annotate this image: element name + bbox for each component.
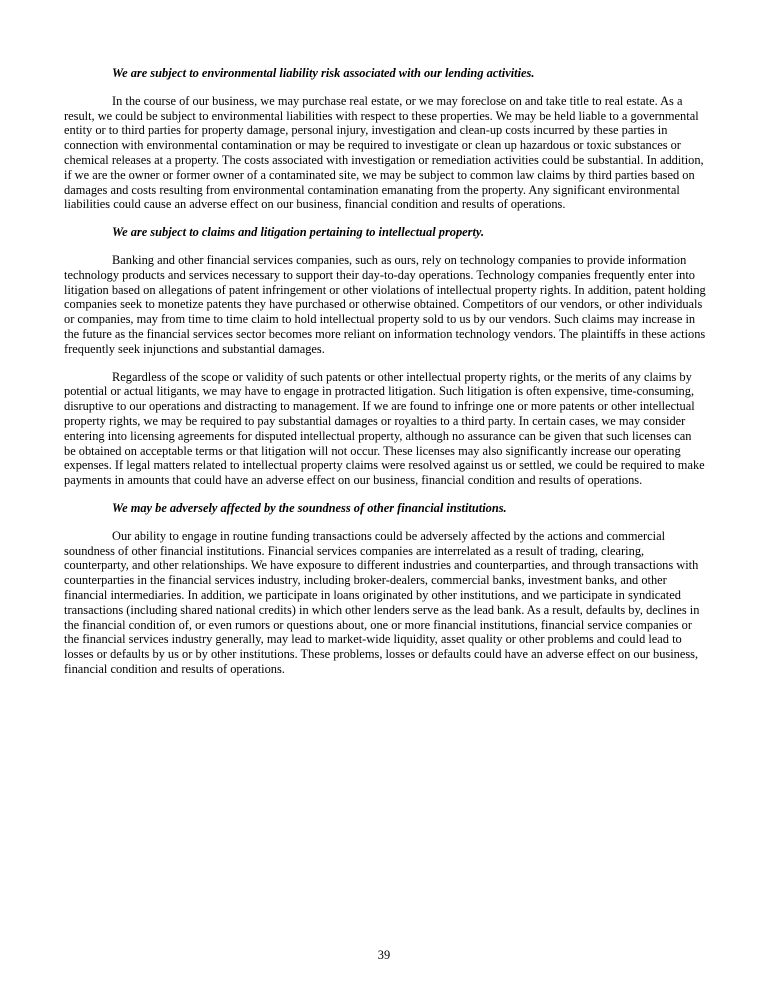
- paragraph-environmental-liability: In the course of our business, we may purchase real estate, or we may foreclose on and take title to real estate. As a result, we could be subject to environmental liabilities with respect to these properties. We may be held liable to a governmental entity or to third parties for property damage, personal injury, investigation and clean-up costs incurred by these parties in connection with environmental contamination or may be required to investigate or clean up hazardous or toxic substances or chemical releases at a property. The costs associated with investigation or remediation activities could be substantial. In addition, if we are the owner or former owner of a contaminated site, we may be subject to common law claims by third parties based on damages and costs resulting from environmental contamination emanating from the property. Any significant environmental liabilities could cause an adverse effect on our business, financial condition and results of operations.: [64, 93, 704, 212]
- paragraph-intellectual-property-2: Regardless of the scope or validity of such patents or other intellectual property rights, or the merits of any claims by potential or actual litigants, we may have to engage in protracted litigation. Such litigation is often expensive, time-consuming, disruptive to our operations and distracting to management. If we are found to infringe one or more patents or other intellectual property rights, we may be required to pay substantial damages or royalties to a third party. In certain cases, we may consider entering into licensing agreements for disputed intellectual property, although no assurance can be given that such licenses can be obtained on acceptable terms or that litigation will not occur. These licenses may also significantly increase our operating expenses. If legal matters related to intellectual property claims were resolved against us or settled, we could be required to make payments in amounts that could have an adverse effect on our business, financial condition and results of operations.: [64, 369, 705, 488]
- page-number: 39: [377, 948, 391, 963]
- paragraph-intellectual-property-1: Banking and other financial services companies, such as ours, rely on technology companies to provide information technology products and services necessary to support their day-to-day operations. Technology companies frequently enter into litigation based on allegations of patent infringement or other violations of intellectual property rights. In addition, patent holding companies seek to monetize patents they have purchased or otherwise obtained. Competitors of our vendors, or other individuals or companies, may from time to time claim to hold intellectual property sold to us by our vendors. Such claims may increase in the future as the financial services sector becomes more reliant on information technology vendors. The plaintiffs in these actions frequently seek injunctions and substantial damages.: [64, 252, 706, 356]
- section-heading-intellectual-property: We are subject to claims and litigation pertaining to intellectual property.: [112, 225, 485, 240]
- paragraph-financial-institutions-soundness: Our ability to engage in routine funding transactions could be adversely affected by the actions and commercial soundness of other financial institutions. Financial services companies are interrelated as a result of trading, clearing, counterparty, and other relationships. We have exposure to different industries and counterparties, and through transactions with counterparties in the financial services industry, including broker-dealers, commercial banks, investment banks, and other financial intermediaries. In addition, we participate in loans originated by other institutions, and we participate in syndicated transactions (including shared national credits) in which other lenders serve as the lead bank. As a result, defaults by, declines in the financial condition of, or even rumors or questions about, one or more financial institutions, financial service companies or the financial services industry generally, may lead to market-wide liquidity, asset quality or other problems and could lead to losses or defaults by us or by other institutions. These problems, losses or defaults could have an adverse effect on our business, financial condition and results of operations.: [64, 528, 700, 676]
- section-heading-environmental-liability: We are subject to environmental liability risk associated with our lending activities.: [112, 66, 535, 80]
- section-heading-financial-institutions-soundness: We may be adversely affected by the soundness of other financial institutions.: [112, 500, 507, 515]
